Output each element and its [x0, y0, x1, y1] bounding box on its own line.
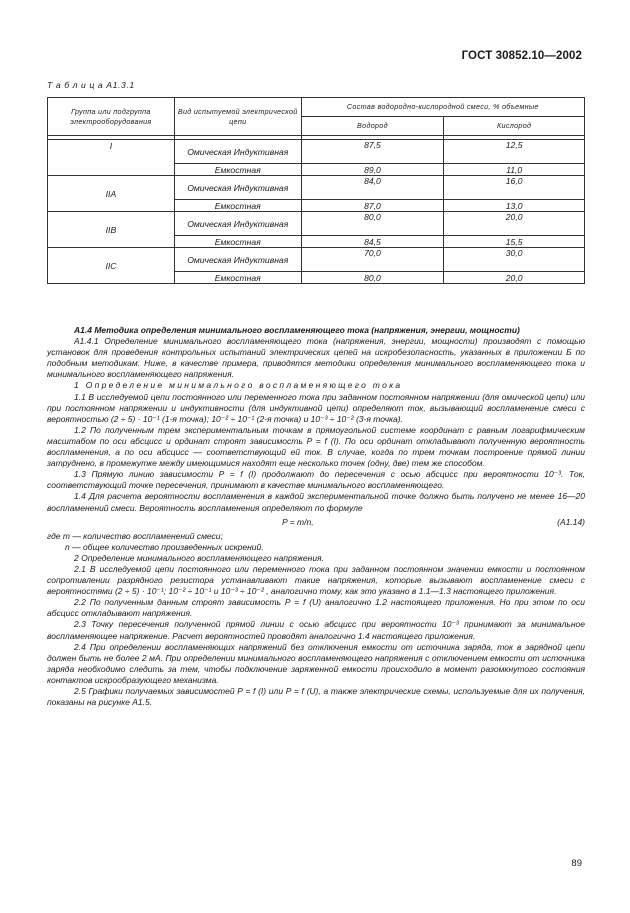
- paragraph: 2.4 При определении воспламеняющих напряжений без отключения емкости от источника заряда, ток в зарядной цепи должен быть не более 2 мА. При определении минимального воспламеняющего напряжения с отключением емкости от источника заряда необходимо следить за тем, чтобы подключение заряженной емкости происходило в момент разомкнутого состояния контактов искрообразующего механизма.: [47, 641, 585, 685]
- composition-table: [47, 97, 585, 284]
- oxygen-cell: 20,0: [444, 272, 585, 284]
- body-text: [47, 325, 585, 708]
- circuit-cell: Емкостная: [174, 164, 301, 176]
- hydrogen-cell: 70,0: [301, 248, 444, 272]
- formula: P = m/n,: [282, 516, 314, 527]
- oxygen-cell: 20,0: [444, 212, 585, 236]
- group-cell: IIA: [48, 176, 175, 212]
- paragraph: А1.4.1 Определение минимального воспламеняющего тока (напряжения, энергии, мощности) производят с помощью установок для проведения контрольных испытаний электрических цепей на искробезопасность, указанных в приложении Б по подобным методикам. Ниже, в качестве примера, приводятся методики определения минимального воспламеняющего тока и минимального воспламеняющего напряжения.: [47, 336, 585, 380]
- col-header-group: Группа или подгруппа электрооборудования: [48, 98, 175, 136]
- page-number: 89: [571, 858, 582, 869]
- paragraph: 2.1 В исследуемой цепи постоянного или переменного тока при заданном постоянном значении емкости и постоянном сопротивлении разрядного резистора устанавливают такие напряжения, которые вызывают воспламенение смеси с вероятностями (2 ÷ 5) · 10⁻¹; 10⁻² ÷ 10⁻¹ и 10⁻³ ÷ 10⁻² , аналогично тому, как это указано в 1.1—1.3 настоящего приложения.: [47, 563, 585, 597]
- col-header-mixture: Состав водородно-кислородной смеси, % объемные: [301, 98, 584, 117]
- oxygen-cell: 16,0: [444, 176, 585, 200]
- table-row: [48, 212, 585, 236]
- hydrogen-cell: 87,0: [301, 200, 444, 212]
- hydrogen-cell: 87,5: [301, 140, 444, 164]
- paragraph: 1.4 Для расчета вероятности воспламенения в каждой экспериментальной точке должно быть получено не менее 16—20 воспламенений смеси. Вероятность воспламенения определяют по формуле: [47, 491, 585, 513]
- circuit-cell: Омическая Индуктивная: [174, 212, 301, 236]
- hydrogen-cell: 89,0: [301, 164, 444, 176]
- group-cell: IIB: [48, 212, 175, 248]
- table-row: [48, 248, 585, 272]
- circuit-cell: Емкостная: [174, 272, 301, 284]
- circuit-cell: Омическая Индуктивная: [174, 176, 301, 200]
- table-caption: Т а б л и ц а А1.3.1: [47, 80, 135, 90]
- section-heading: А1.4 Методика определения минимального воспламеняющего тока (напряжения, энергии, мощности): [74, 325, 520, 335]
- formula-number: (А1.14): [557, 516, 585, 527]
- oxygen-cell: 13,0: [444, 200, 585, 212]
- circuit-cell: Емкостная: [174, 200, 301, 212]
- oxygen-cell: 15,5: [444, 236, 585, 248]
- circuit-cell: Емкостная: [174, 236, 301, 248]
- oxygen-cell: 30,0: [444, 248, 585, 272]
- oxygen-cell: 12,5: [444, 140, 585, 164]
- col-header-hydrogen: Водород: [301, 117, 444, 136]
- group-cell: IIC: [48, 248, 175, 284]
- paragraph: 2.2 По полученным данным строят зависимость P = f (U) аналогично 1.2 настоящего приложения. Но при этом по оси абсцисс откладывают напряжения.: [47, 597, 585, 619]
- group-cell: I: [48, 140, 175, 176]
- subsection-title: 1 Определение минимального воспламеняющего тока: [74, 380, 403, 391]
- col-header-circuit: Вид испытуемой электрической цепи: [174, 98, 301, 136]
- standard-header: ГОСТ 30852.10—2002: [461, 50, 582, 62]
- paragraph: 1.2 По полученным трем экспериментальным точкам в прямоугольной системе координат с равным логарифмическим масштабом по оси абсцисс и ординат строят зависимость P = f (I). По оси ординат откладывают полученную вероятность воспламенения, а по оси абсцисс — соответствующий ей ток. В случае, когда по трем точкам построение прямой линии затруднено, в промежутке между имеющимися находят еще несколько точек (одну, две) тем же способом.: [47, 424, 585, 469]
- paragraph: 2.5 Графики получаемых зависимостей P = f (I) или P = f (U), а также электрические схемы, используемые для их получения, показаны на рисунке А1.5.: [47, 686, 585, 708]
- subsection-title: 2 Определение минимального воспламеняющего напряжения.: [74, 552, 324, 563]
- table-row: [48, 176, 585, 200]
- hydrogen-cell: 80,0: [301, 272, 444, 284]
- paragraph: 2.3 Точку пересечения полученной прямой линии с осью абсцисс при вероятности 10⁻³ принимают за минимальное воспламеняющее напряжение. Расчет вероятностей проводят аналогично 1.4 настоящего приложения.: [47, 619, 585, 641]
- hydrogen-cell: 84,0: [301, 176, 444, 200]
- formula-line: [47, 517, 585, 528]
- paragraph: 1.3 Прямую линию зависимости P = f (I) продолжают до пересечения с осью абсцисс при вероятности 10⁻³. Ток, соответствующий точке пересечения, принимают в качестве минимального воспламеняющего.: [47, 469, 585, 491]
- hydrogen-cell: 84,5: [301, 236, 444, 248]
- paragraph: где m — количество воспламенений смеси;: [47, 530, 223, 541]
- col-header-oxygen: Кислород: [444, 117, 585, 136]
- hydrogen-cell: 80,0: [301, 212, 444, 236]
- paragraph: 1.1 В исследуемой цепи постоянного или переменного тока при заданном постоянном напряжении (для омической цепи) или при постоянном напряжении и индуктивности (для индуктивной цепи) определяют ток, вызывающий воспламенение смеси с вероятностью (2 ÷ 5) · 10⁻¹ (1-я точка); 10⁻² ÷ 10⁻¹ (2-я точка) и 10⁻³ ÷ 10⁻² (3-я точка).: [47, 391, 585, 424]
- table-row: [48, 140, 585, 164]
- paragraph: n — общее количество произведенных искрений.: [65, 541, 264, 552]
- circuit-cell: Омическая Индуктивная: [174, 140, 301, 164]
- oxygen-cell: 11,0: [444, 164, 585, 176]
- circuit-cell: Омическая Индуктивная: [174, 248, 301, 272]
